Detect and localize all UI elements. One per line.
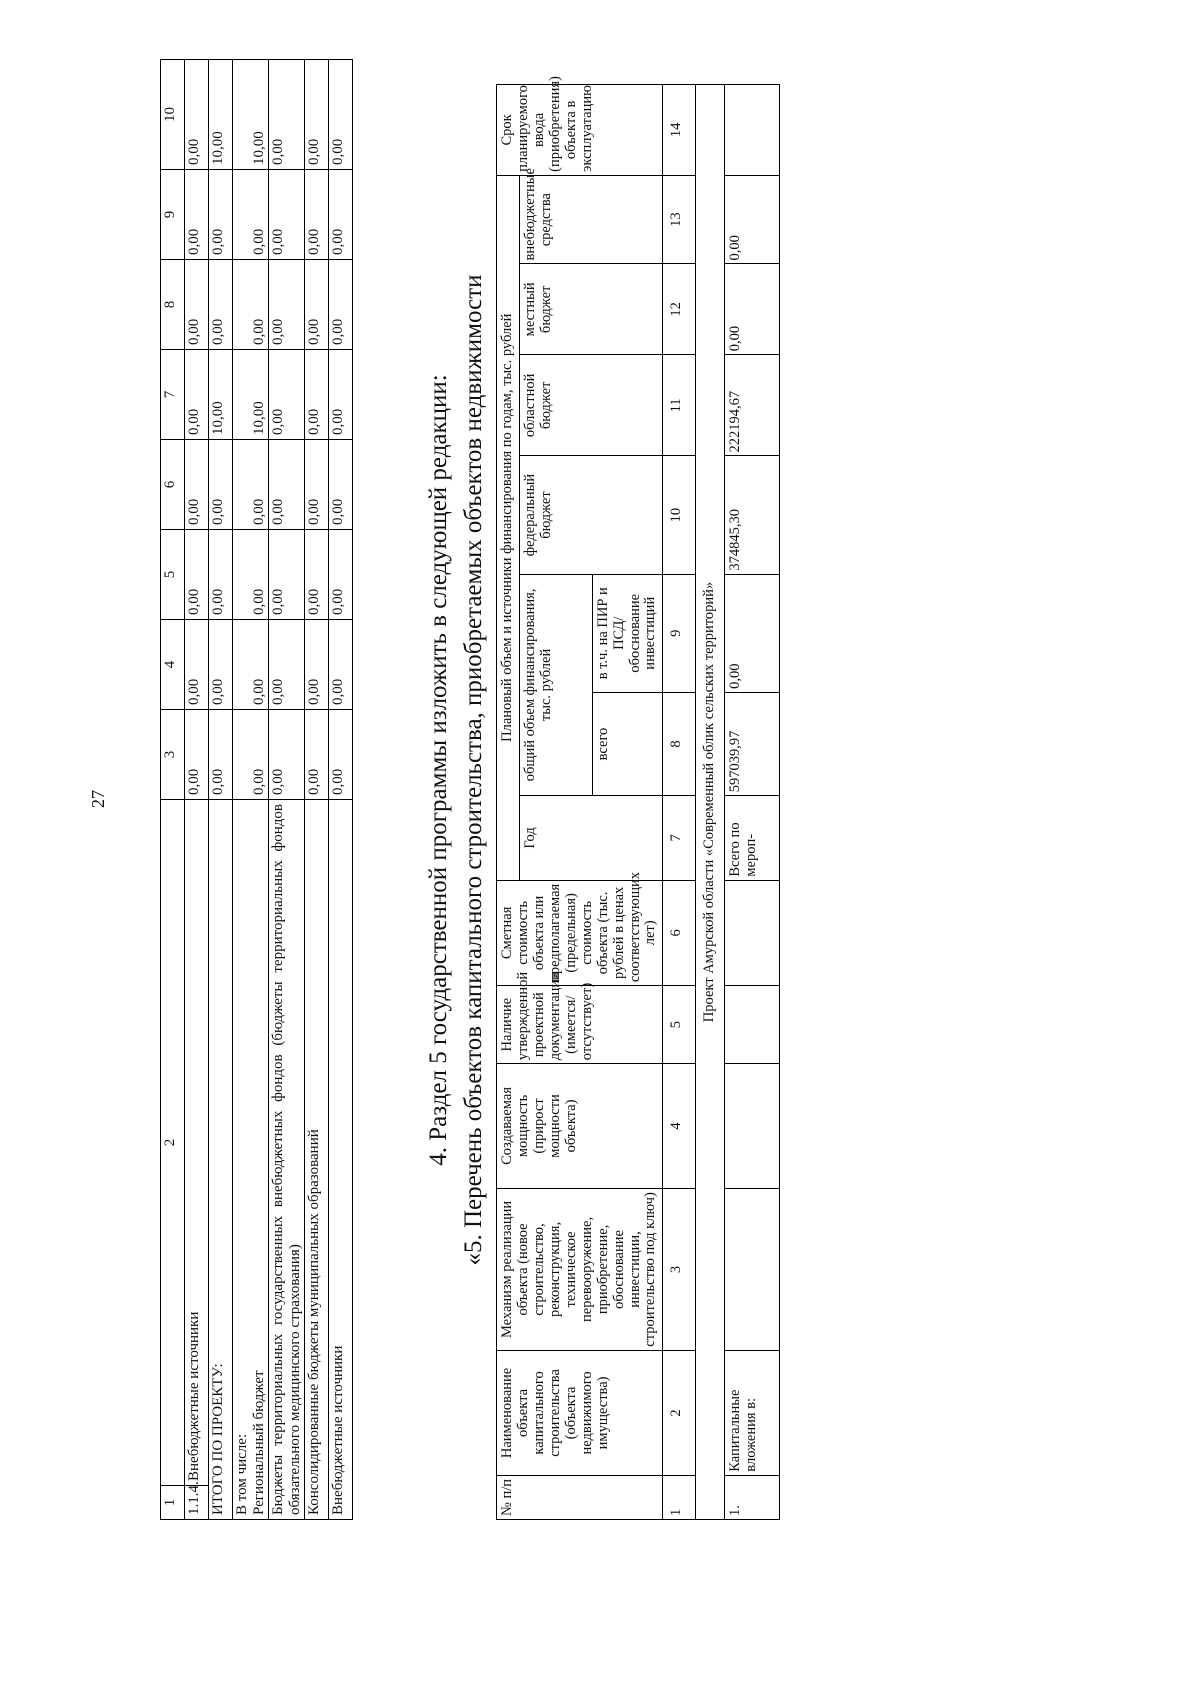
header-year: Год (519, 796, 662, 880)
header-object-name: Наименование объекта капитального строительства (объекта недвижимого имущества) (497, 1351, 663, 1476)
year-cell: Всего по мероп- (725, 796, 780, 880)
total-value: 597039,97 (725, 692, 780, 795)
column-number: 6 (663, 880, 696, 986)
section-heading: 4. Раздел 5 государственной программы изложить в следующей редакции: (425, 374, 452, 1166)
cell-value: 0,00 (269, 170, 305, 260)
cell-value: 10,00 (233, 60, 269, 170)
cell-value: 0,00 (233, 530, 269, 620)
cell-value: 0,00 (185, 620, 209, 710)
header-number: № п/п (497, 1475, 663, 1519)
project-title: Проект Амурской области «Современный облик сельских территорий» (696, 85, 725, 1520)
cell-value: 0,00 (209, 620, 233, 710)
column-numbers-row (663, 85, 696, 1520)
table-row (185, 60, 209, 1520)
column-number: 4 (161, 620, 185, 710)
column-number: 2 (663, 1351, 696, 1476)
cell-value: 0,00 (185, 530, 209, 620)
header-planned-financing: Плановый объем и источники финансирования по годам, тыс. рублей (497, 175, 520, 880)
row-label: Внебюджетные источники (329, 800, 353, 1520)
header-extrabudgetary: внебюджетные средства (519, 175, 662, 264)
row-label: Внебюджетные источники (185, 800, 209, 1486)
column-number: 10 (161, 60, 185, 170)
cell-value: 0,00 (233, 440, 269, 530)
cell-value: 10,00 (233, 350, 269, 440)
cell-value: 0,00 (185, 710, 209, 800)
header-all: всего (592, 692, 663, 795)
cell-value: 0,00 (185, 440, 209, 530)
object-name: Капитальные вложения в: (725, 1351, 780, 1476)
cell-value: 0,00 (185, 60, 209, 170)
page-number: 27 (88, 790, 108, 808)
cell-value: 0,00 (329, 350, 353, 440)
cell-value: 0,00 (305, 170, 329, 260)
table-row (329, 60, 353, 1520)
rotated-page-content (160, 0, 1200, 1520)
cell-value: 0,00 (305, 350, 329, 440)
cell-value: 0,00 (329, 530, 353, 620)
column-number: 3 (161, 710, 185, 800)
cell-value: 0,00 (329, 440, 353, 530)
extrabudgetary-value: 0,00 (725, 175, 780, 264)
cell-value: 0,00 (305, 530, 329, 620)
design-investment-value: 0,00 (725, 574, 780, 692)
table-row (269, 60, 305, 1520)
capital-objects-table (496, 76, 780, 1520)
cell-value: 0,00 (233, 260, 269, 350)
project-row (696, 85, 725, 1520)
column-number: 5 (161, 530, 185, 620)
financing-table (160, 59, 353, 1520)
cell-value: 0,00 (269, 60, 305, 170)
column-number: 10 (663, 456, 696, 574)
column-number: 1 (161, 1486, 185, 1520)
header-design-docs: Наличие утвержденной проектной документации (имеется/отсутствует) (497, 986, 663, 1064)
table-row (233, 60, 269, 1520)
header-regional-budget: областной бюджет (519, 355, 662, 456)
cell-value: 0,00 (329, 620, 353, 710)
column-number: 3 (663, 1188, 696, 1350)
cell-value: 0,00 (329, 710, 353, 800)
column-number: 5 (663, 986, 696, 1064)
column-number: 4 (663, 1064, 696, 1189)
cell-value: 0,00 (269, 440, 305, 530)
cell-value: 0,00 (233, 710, 269, 800)
cell-value: 0,00 (269, 530, 305, 620)
row-label: Бюджеты территориальных государственных внебюджетных фондов (бюджеты территориальных фондов обязательного медицинского страхования) (269, 800, 305, 1520)
header-commissioning-term: Срок планируемого ввода (приобретения) объекта в эксплуатацию (497, 85, 663, 176)
cell-value: 0,00 (329, 170, 353, 260)
cell-value: 0,00 (305, 620, 329, 710)
column-number: 14 (663, 85, 696, 176)
header-federal-budget: федеральный бюджет (519, 456, 662, 574)
cell-value: 0,00 (209, 440, 233, 530)
row-label: В том числе: Региональный бюджет (233, 800, 269, 1520)
section-title: «5. Перечень объектов капитального строительства, приобретаемых объектов недвижимости (460, 274, 487, 1266)
regional-budget-value: 222194,67 (725, 355, 780, 456)
cell-value: 0,00 (305, 710, 329, 800)
table-row (725, 85, 780, 1520)
row-number: 1. (725, 1475, 780, 1519)
column-number: 8 (663, 692, 696, 795)
federal-budget-value: 374845,30 (725, 456, 780, 574)
table-header-row (161, 60, 185, 1520)
design-docs-cell (725, 986, 780, 1064)
column-number: 6 (161, 440, 185, 530)
header-estimated-cost: Сметная стоимость объекта или предполагаемая (предельная) стоимость объекта (тыс. рублей в ценах соответствующих лет) (497, 880, 663, 986)
cell-value: 0,00 (269, 620, 305, 710)
cell-value: 10,00 (209, 60, 233, 170)
column-number: 1 (663, 1475, 696, 1519)
row-label: Консолидированные бюджеты муниципальных образований (305, 800, 329, 1520)
cell-value: 0,00 (185, 260, 209, 350)
cell-value: 0,00 (329, 260, 353, 350)
cell-value: 0,00 (209, 170, 233, 260)
cell-value: 0,00 (209, 530, 233, 620)
row-number: 1.1.4. (185, 1486, 209, 1520)
column-number: 2 (161, 800, 185, 1486)
cell-value: 0,00 (329, 60, 353, 170)
header-local-budget: местный бюджет (519, 264, 662, 355)
column-number: 7 (161, 350, 185, 440)
cell-value: 0,00 (305, 440, 329, 530)
cell-value: 0,00 (209, 710, 233, 800)
cell-value: 0,00 (305, 260, 329, 350)
commissioning-term-cell (725, 85, 780, 176)
table-row (209, 60, 233, 1520)
cell-value: 0,00 (209, 260, 233, 350)
cell-value: 0,00 (305, 60, 329, 170)
header-capacity: Создаваемая мощность (прирост мощности объекта) (497, 1064, 663, 1189)
table-header-row (497, 85, 520, 1520)
cell-value: 0,00 (269, 260, 305, 350)
cell-value: 0,00 (233, 620, 269, 710)
cell-value: 0,00 (233, 170, 269, 260)
column-number: 13 (663, 175, 696, 264)
cell-value: 10,00 (209, 350, 233, 440)
capacity-cell (725, 1064, 780, 1189)
row-label: ИТОГО ПО ПРОЕКТУ: (209, 800, 233, 1520)
estimated-cost-cell (725, 880, 780, 986)
column-number: 9 (161, 170, 185, 260)
header-mechanism: Механизм реализации объекта (новое строительство, реконструкция, техническое перевооружение, приобретение, обоснование инвестиции, строительство под ключ) (497, 1188, 663, 1350)
column-number: 8 (161, 260, 185, 350)
column-number: 7 (663, 796, 696, 880)
cell-value: 0,00 (185, 350, 209, 440)
cell-value: 0,00 (185, 170, 209, 260)
column-number: 11 (663, 355, 696, 456)
cell-value: 0,00 (269, 350, 305, 440)
header-design-investment: в т.ч. на ПИР и ПСД/ обоснование инвестиций (592, 574, 663, 692)
local-budget-value: 0,00 (725, 264, 780, 355)
column-number: 9 (663, 574, 696, 692)
column-number: 12 (663, 264, 696, 355)
header-total-financing: общий объем финансирования, тыс. рублей (519, 574, 592, 796)
cell-value: 0,00 (269, 710, 305, 800)
mechanism-cell (725, 1188, 780, 1350)
table-row (305, 60, 329, 1520)
